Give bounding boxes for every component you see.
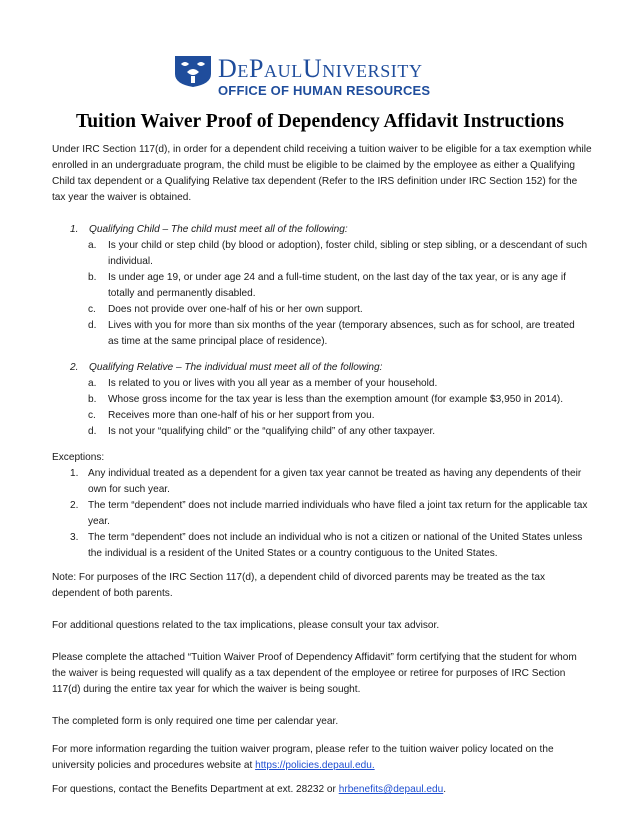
exception-text: The term “dependent” does not include married individuals who have filed a joint tax return for the applicable tax year. (88, 500, 588, 527)
list-item-text: Receives more than one-half of his or her support from you. (108, 410, 375, 421)
exception-number: 2. (70, 500, 79, 511)
list1-item (88, 318, 588, 350)
logo-subtitle: OFFICE OF HUMAN RESOURCES (218, 83, 431, 98)
depaul-shield-icon (173, 54, 213, 88)
list2-item (88, 424, 588, 440)
more-info-text: For more information regarding the tuition waiver program, please refer to the tuition waiver policy located on the university policies and procedures website at (52, 744, 554, 771)
note-paragraph: Note: For purposes of the IRC Section 117(d), a dependent child of divorced parents may be treated as the tax dependent of both parents. (52, 572, 546, 599)
list-item-text: Whose gross income for the tax year is less than the exemption amount (for example $3,950 in 2014). (108, 394, 564, 405)
email-link[interactable]: hrbenefits@depaul.edu (338, 784, 444, 795)
list-item-letter: c. (88, 410, 96, 421)
list-item-letter: d. (88, 320, 97, 331)
exception-number: 3. (70, 532, 79, 543)
list1-heading (70, 222, 590, 238)
list2-item (88, 376, 588, 392)
more-info-paragraph (52, 742, 592, 774)
list-item-letter: c. (88, 304, 96, 315)
exception-item (70, 530, 590, 562)
list-item-letter: b. (88, 272, 97, 283)
exception-item (70, 466, 590, 498)
page-title: Tuition Waiver Proof of Dependency Affidavit Instructions (76, 111, 564, 132)
list-item-text: Does not provide over one-half of his or her own support. (108, 304, 363, 315)
exception-number: 1. (70, 468, 79, 479)
list-item-letter: a. (88, 378, 97, 389)
list-item-text: Is your child or step child (by blood or adoption), foster child, sibling or step sibling, or a descendant of such individual. (108, 240, 588, 267)
exception-item (70, 498, 590, 530)
tax-advisor-paragraph: For additional questions related to the tax implications, please consult your tax advisor. (52, 620, 440, 631)
logo-name-part2: University (302, 54, 423, 83)
list1-heading-text: Qualifying Child – The child must meet all of the following: (89, 224, 348, 235)
once-per-year-paragraph: The completed form is only required one time per calendar year. (52, 716, 339, 727)
exceptions-heading: Exceptions: (52, 452, 105, 463)
list-item-letter: d. (88, 426, 97, 437)
list-item-letter: a. (88, 240, 97, 251)
policies-link[interactable]: https://policies.depaul.edu. (255, 760, 375, 771)
list1-item (88, 238, 588, 270)
intro-paragraph: Under IRC Section 117(d), in order for a dependent child receiving a tuition waiver to be eligible for a tax exemption while enrolled in an undergraduate program, the child must be eligible to be claimed by the employee as either a Qualifying Child tax dependent or a Qualifying Relative tax dependent (Refer to the IRS definition under IRC Section 152) for the tax year the waiver is obtained. (52, 144, 592, 203)
list-item-text: Is related to you or lives with you all year as a member of your household. (108, 378, 438, 389)
list-item-text: Lives with you for more than six months of the year (temporary absences, such as for school, are treated as time at the same principal place of residence). (108, 320, 575, 347)
logo-wordmark (218, 54, 423, 84)
list2-heading (70, 360, 590, 376)
list1-item (88, 270, 588, 302)
header (173, 52, 473, 104)
list2-item (88, 408, 588, 424)
list-item-text: Is under age 19, or under age 24 and a full-time student, on the last day of the tax year, or is any age if totally and permanently disabled. (108, 272, 566, 299)
list2-item (88, 392, 588, 408)
list2-heading-text: Qualifying Relative – The individual must meet all of the following: (89, 362, 383, 373)
complete-form-paragraph: Please complete the attached “Tuition Waiver Proof of Dependency Affidavit” form certifying that the student for whom the waiver is being requested will qualify as a tax dependent of the employee or retiree for purposes of IRC Section 117(d) during the entire tax year for which the waiver is being sought. (52, 652, 577, 695)
list-item-text: Is not your “qualifying child” or the “qualifying child” of any other taxpayer. (108, 426, 436, 437)
list-item-letter: b. (88, 394, 97, 405)
exception-text: Any individual treated as a dependent for a given tax year cannot be treated as having any dependents of their own for such year. (88, 468, 582, 495)
exception-text: The term “dependent” does not include an individual who is not a citizen or national of the United States unless the individual is a resident of the United States or a country contiguous to the United States. (88, 532, 583, 559)
list1-number: 1. (70, 224, 79, 235)
contact-suffix: . (443, 784, 447, 795)
contact-paragraph (52, 782, 592, 798)
contact-text: For questions, contact the Benefits Department at ext. 28232 or (52, 784, 339, 795)
list2-number: 2. (70, 362, 79, 373)
logo-name-part1: DePaul (218, 54, 303, 83)
list1-item (88, 302, 588, 318)
